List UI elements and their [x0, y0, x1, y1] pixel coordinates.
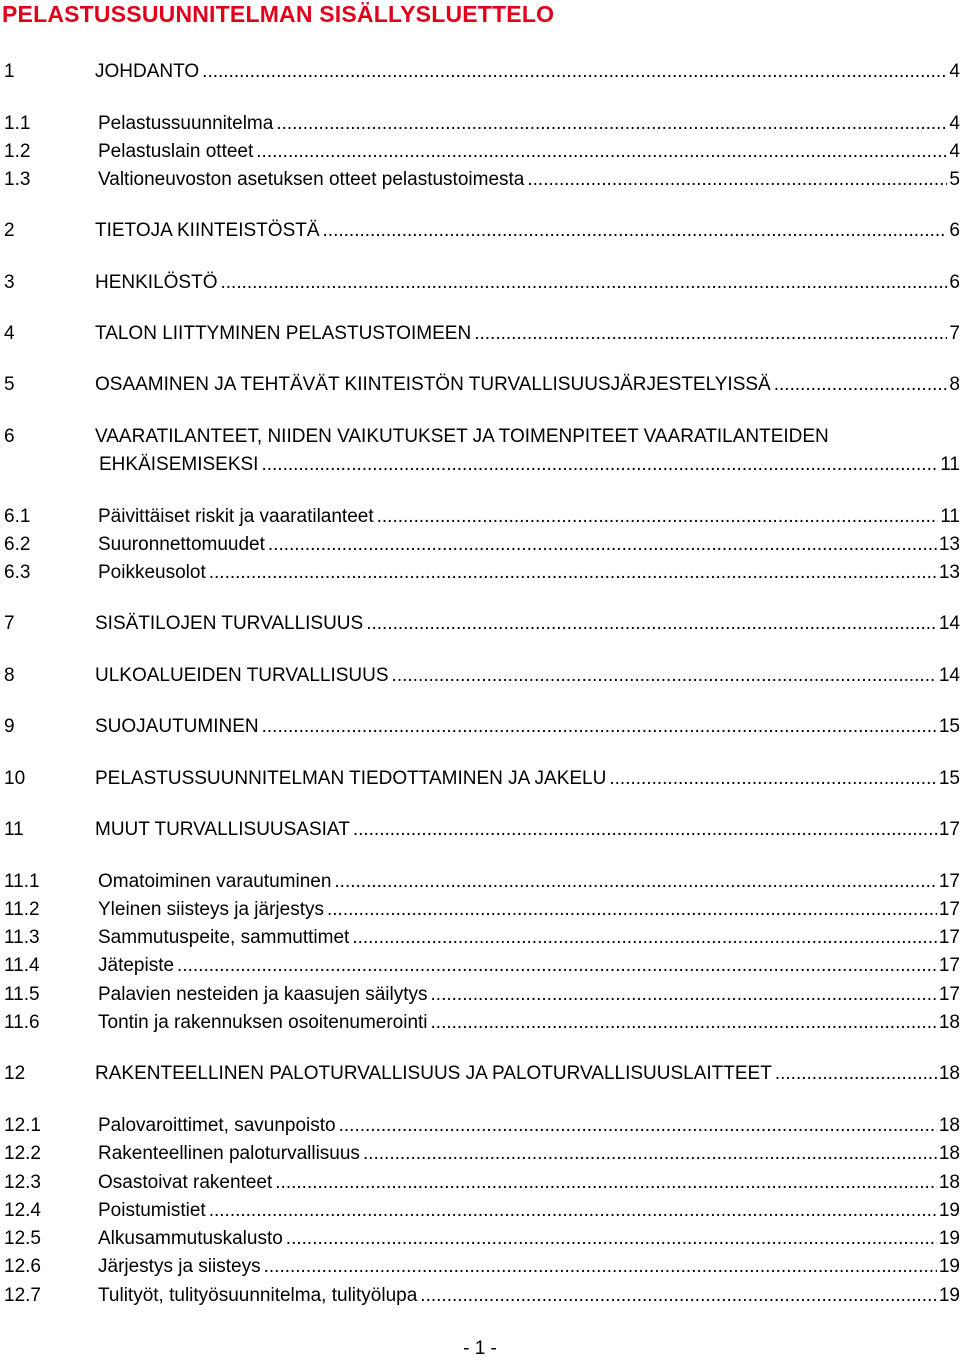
toc-entry[interactable] [0, 59, 960, 85]
toc-entry-page: 18 [938, 1143, 960, 1164]
toc-leader-dots [339, 1113, 937, 1139]
toc-entry-label: Omatoiminen varautuminen [98, 871, 332, 892]
toc-entry-page: 18 [938, 1115, 960, 1136]
toc-entry[interactable] [0, 218, 960, 244]
toc-entry[interactable] [0, 663, 960, 689]
toc-entry-page: 19 [938, 1285, 960, 1306]
toc-leader-dots [474, 321, 947, 347]
toc-entry-label: Suuronnettomuudet [98, 534, 265, 555]
toc-entry[interactable] [0, 953, 960, 979]
toc-entry[interactable] [0, 982, 960, 1008]
toc-entry-number: 1.1 [4, 113, 31, 134]
toc-entry-label: JOHDANTO [95, 61, 200, 82]
toc-entry-label: Tontin ja rakennuksen osoitenumerointi [98, 1012, 428, 1033]
toc-entry[interactable] [0, 321, 960, 347]
toc-leader-dots [275, 1170, 937, 1196]
toc-entry-number: 11.2 [4, 899, 40, 920]
toc-entry-number: 7 [4, 613, 15, 634]
toc-entry-page: 17 [938, 927, 960, 948]
toc-leader-dots [774, 372, 948, 398]
toc-entry[interactable] [0, 1010, 960, 1036]
toc-entry[interactable] [0, 1141, 960, 1167]
toc-leader-dots [177, 953, 937, 979]
toc-entry-page: 17 [938, 871, 960, 892]
toc-entry-label: Pelastuslain otteet [98, 141, 254, 162]
toc-entry[interactable] [0, 139, 960, 165]
toc-leader-dots [261, 452, 938, 478]
toc-entry-number: 5 [4, 374, 15, 395]
toc-leader-dots [202, 59, 947, 85]
toc-entry-label: Palovaroittimet, savunpoisto [98, 1115, 336, 1136]
toc-leader-dots [268, 532, 937, 558]
toc-leader-dots [286, 1226, 937, 1252]
toc-entry[interactable] [0, 560, 960, 586]
toc-entry-label: PELASTUSSUUNNITELMAN TIEDOTTAMINEN JA JAKELU [95, 768, 607, 789]
toc-entry[interactable] [0, 532, 960, 558]
toc-leader-dots [256, 139, 947, 165]
toc-leader-dots [209, 560, 937, 586]
toc-leader-dots [527, 167, 947, 193]
toc-entry-number: 12.5 [4, 1228, 41, 1249]
toc-entry[interactable] [0, 111, 960, 137]
toc-entry-page: 7 [949, 323, 960, 344]
toc-entry-page: 8 [949, 374, 960, 395]
toc-entry-number: 11 [4, 819, 24, 840]
toc-entry-label: TALON LIITTYMINEN PELASTUSTOIMEEN [95, 323, 472, 344]
toc-entry-label: SISÄTILOJEN TURVALLISUUS [95, 613, 364, 634]
toc-entry-label: Tulityöt, tulityösuunnitelma, tulityölupa [98, 1285, 418, 1306]
toc-entry-page: 4 [949, 61, 960, 82]
toc-leader-dots [220, 270, 947, 296]
toc-entry-label: Jätepiste [98, 955, 175, 976]
toc-entry-label: Poikkeusolot [98, 562, 206, 583]
toc-entry-label: SUOJAUTUMINEN [95, 716, 259, 737]
toc-entry-label: Pelastussuunnitelma [98, 113, 274, 134]
toc-entry-page: 19 [938, 1200, 960, 1221]
toc-leader-dots [352, 925, 937, 951]
toc-leader-dots [327, 897, 937, 923]
toc-entry-page: 18 [938, 1063, 960, 1084]
toc-entry[interactable] [0, 766, 960, 792]
toc-entry-label: Päivittäiset riskit ja vaaratilanteet [98, 506, 374, 527]
toc-entry-page: 14 [938, 665, 960, 686]
toc-entry[interactable] [0, 1061, 960, 1087]
toc-entry-page: 17 [938, 899, 960, 920]
toc-leader-dots [431, 982, 937, 1008]
toc-leader-dots [363, 1141, 937, 1167]
toc-leader-dots [276, 111, 947, 137]
toc-entry-page: 17 [938, 955, 960, 976]
toc-entry-number: 6.2 [4, 534, 31, 555]
toc-entry-label: Valtioneuvoston asetuksen otteet pelastustoimesta [98, 169, 525, 190]
page-number-footer: - 1 - [463, 1338, 497, 1359]
toc-entry-label: HENKILÖSTÖ [95, 272, 218, 293]
toc-leader-dots [775, 1061, 937, 1087]
toc-entry-label: Alkusammutuskalusto [98, 1228, 283, 1249]
toc-entry[interactable] [0, 1113, 960, 1139]
toc-entry-number: 12.1 [4, 1115, 41, 1136]
toc-entry-page: 15 [938, 716, 960, 737]
toc-entry-page: 18 [938, 1012, 960, 1033]
toc-leader-dots [366, 611, 937, 637]
toc-leader-dots [392, 663, 937, 689]
toc-entry-number: 12.4 [4, 1200, 41, 1221]
toc-entry-number: 1 [4, 61, 15, 82]
toc-entry-continuation[interactable] [0, 452, 960, 478]
toc-entry-page: 15 [938, 768, 960, 789]
toc-entry-number: 10 [4, 768, 26, 789]
toc-entry-label: TIETOJA KIINTEISTÖSTÄ [95, 220, 320, 241]
toc-entry-page: 4 [949, 141, 960, 162]
toc-leader-dots [262, 714, 937, 740]
toc-entry[interactable] [0, 504, 960, 530]
toc-entry-page: 5 [949, 169, 960, 190]
toc-entry-number: 3 [4, 272, 15, 293]
toc-entry-page: 6 [949, 272, 960, 293]
toc-entry[interactable] [0, 1170, 960, 1196]
toc-entry[interactable] [0, 372, 960, 398]
toc-entry-number: 2 [4, 220, 15, 241]
toc-entry-number: 11.3 [4, 927, 40, 948]
toc-entry[interactable] [0, 1198, 960, 1224]
toc-entry-page: 18 [938, 1172, 960, 1193]
toc-entry-number: 4 [4, 323, 15, 344]
toc-entry-number: 9 [4, 716, 15, 737]
toc-entry-label: Palavien nesteiden ja kaasujen säilytys [98, 984, 428, 1005]
toc-entry-label: RAKENTEELLINEN PALOTURVALLISUUS JA PALOTURVALLISUUSLAITTEET [95, 1063, 772, 1084]
toc-entry[interactable] [0, 817, 960, 843]
toc-leader-dots [353, 817, 937, 843]
toc-entry[interactable] [0, 925, 960, 951]
toc-entry-page: 13 [938, 562, 960, 583]
toc-entry-number: 8 [4, 665, 15, 686]
toc-entry-page: 17 [938, 984, 960, 1005]
toc-leader-dots [420, 1283, 937, 1309]
toc-entry[interactable] [0, 424, 960, 450]
toc-entry-page: 19 [938, 1228, 960, 1249]
toc-entry-number: 12.7 [4, 1285, 41, 1306]
toc-entry-page: 11 [940, 454, 960, 475]
toc-entry-number: 12.6 [4, 1256, 41, 1277]
toc-entry-label: OSAAMINEN JA TEHTÄVÄT KIINTEISTÖN TURVALLISUUSJÄRJESTELYISSÄ [95, 374, 771, 395]
toc-leader-dots [323, 218, 948, 244]
toc-entry-number: 12 [4, 1063, 26, 1084]
page-title: PELASTUSSUUNNITELMAN SISÄLLYSLUETTELO [2, 1, 555, 27]
toc-entry-label: Yleinen siisteys ja järjestys [98, 899, 324, 920]
toc-entry-label: Poistumistiet [98, 1200, 206, 1221]
toc-entry[interactable] [0, 897, 960, 923]
toc-entry-number: 1.2 [4, 141, 31, 162]
toc-entry-number: 12.2 [4, 1143, 41, 1164]
toc-entry[interactable] [0, 1283, 960, 1309]
toc-entry-number: 6 [4, 426, 15, 447]
toc-entry-number: 11.5 [4, 984, 40, 1005]
toc-entry-number: 1.3 [4, 169, 31, 190]
toc-entry-number: 11.1 [4, 871, 40, 892]
toc-leader-dots [377, 504, 939, 530]
toc-entry[interactable] [0, 611, 960, 637]
toc-leader-dots [209, 1198, 937, 1224]
toc-entry-page: 19 [938, 1256, 960, 1277]
toc-entry[interactable] [0, 167, 960, 193]
toc-leader-dots [609, 766, 937, 792]
toc-entry-number: 11.4 [4, 955, 40, 976]
toc-entry-page: 13 [938, 534, 960, 555]
toc-entry-label: Järjestys ja siisteys [98, 1256, 261, 1277]
toc-entry-label: MUUT TURVALLISUUSASIAT [95, 819, 350, 840]
toc-entry-label: ULKOALUEIDEN TURVALLISUUS [95, 665, 389, 686]
toc-entry-number: 6.3 [4, 562, 31, 583]
toc-entry-number: 12.3 [4, 1172, 41, 1193]
toc-entry-number: 11.6 [4, 1012, 40, 1033]
toc-entry[interactable] [0, 714, 960, 740]
toc-entry-page: 11 [940, 506, 960, 527]
toc-entry-page: 4 [949, 113, 960, 134]
toc-entry[interactable] [0, 270, 960, 296]
toc-leader-dots [431, 1010, 937, 1036]
toc-entry-label: Rakenteellinen paloturvallisuus [98, 1143, 360, 1164]
toc-entry-number: 6.1 [4, 506, 31, 527]
toc-entry-page: 6 [949, 220, 960, 241]
toc-entry-label-line1: VAARATILANTEET, NIIDEN VAIKUTUKSET JA TOIMENPITEET VAARATILANTEIDEN [95, 426, 829, 447]
toc-entry[interactable] [0, 1226, 960, 1252]
toc-leader-dots [264, 1254, 937, 1280]
toc-entry[interactable] [0, 869, 960, 895]
toc-entry-label: Osastoivat rakenteet [98, 1172, 273, 1193]
toc-entry[interactable] [0, 1254, 960, 1280]
toc-entry-label: EHKÄISEMISEKSI [99, 454, 259, 475]
toc-entry-page: 17 [938, 819, 960, 840]
toc-leader-dots [334, 869, 936, 895]
toc-entry-label: Sammutuspeite, sammuttimet [98, 927, 350, 948]
toc-entry-page: 14 [938, 613, 960, 634]
